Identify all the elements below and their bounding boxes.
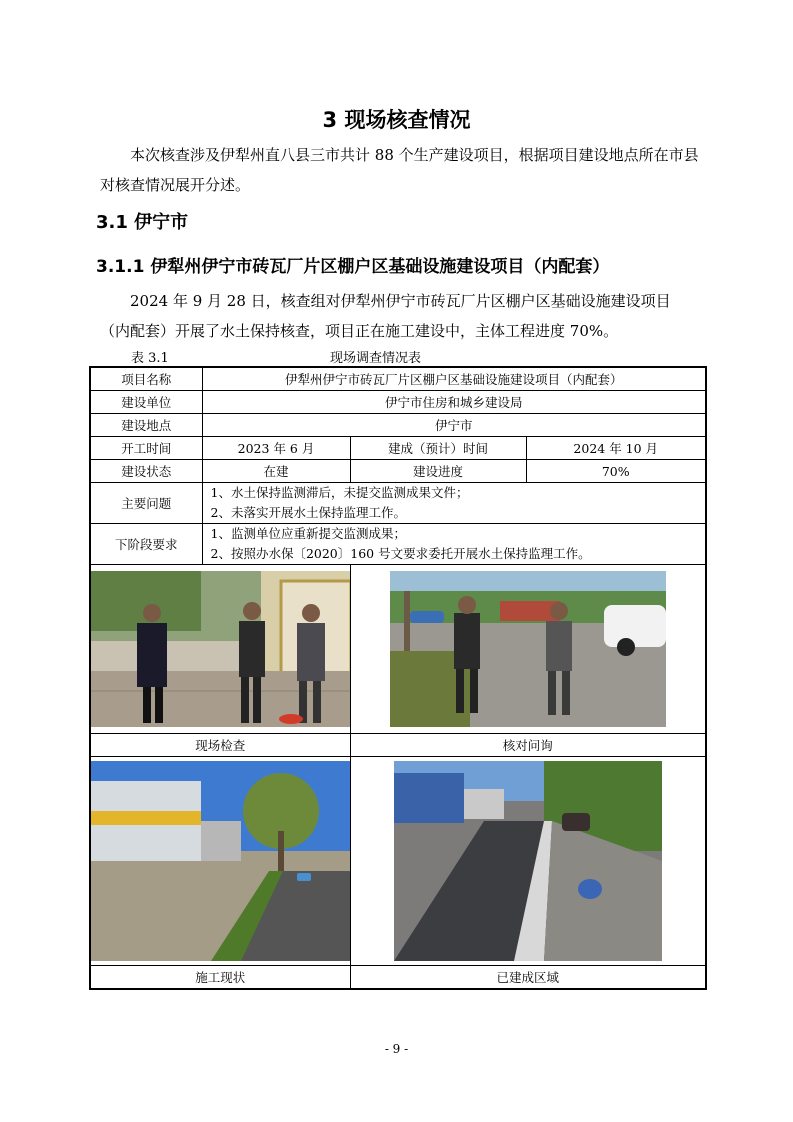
page-number: - 9 - — [384, 1042, 409, 1056]
table-title: 现场调查情况表 — [330, 351, 422, 366]
row-label: 项目名称 — [90, 367, 202, 391]
table-row — [90, 391, 706, 414]
list-item: 1、水土保持监测滞后，未提交监测成果文件； — [210, 485, 469, 500]
photo-caption: 现场检查 — [90, 734, 350, 757]
photo-cell — [90, 565, 350, 734]
list-item: 2、未落实开展水土保持监理工作。 — [210, 505, 406, 520]
photo-caption: 施工现状 — [90, 966, 350, 990]
row-label: 建设单位 — [90, 391, 202, 414]
row-label: 建成（预计）时间 — [350, 437, 526, 460]
project-name-value: 伊犁州伊宁市砖瓦厂片区棚户区基础设施建设项目（内配套） — [202, 367, 706, 391]
requirements-value — [202, 524, 706, 565]
table-label: 表 3.1 — [131, 351, 169, 366]
start-value: 2023 年 6 月 — [202, 437, 350, 460]
photo-row — [90, 757, 706, 966]
row-label: 下阶段要求 — [90, 524, 202, 565]
table-row — [90, 460, 706, 483]
photo-caption: 已建成区域 — [350, 966, 706, 990]
row-label: 开工时间 — [90, 437, 202, 460]
row-label: 建设进度 — [350, 460, 526, 483]
row-label: 主要问题 — [90, 483, 202, 524]
page-title: 3 现场核查情况 — [322, 108, 471, 132]
construction-status-photo — [91, 761, 350, 961]
table-row — [90, 524, 706, 565]
table-row — [90, 483, 706, 524]
list-item: 2、按照办水保〔2020〕160 号文要求委托开展水土保持监理工作。 — [210, 546, 591, 561]
unit-value: 伊宁市住房和城乡建设局 — [202, 391, 706, 414]
caption-row — [90, 734, 706, 757]
summary-paragraph: 2024 年 9 月 28 日，核查组对伊犁州伊宁市砖瓦厂片区棚户区基础设施建设项目（内配套）开展了水土保持核查，项目正在施工建设中，主体工程进度 70%。 — [100, 292, 671, 340]
photo-caption: 核对问询 — [350, 734, 706, 757]
photo-cell — [350, 565, 706, 734]
subsection-heading: 3.1.1 伊犁州伊宁市砖瓦厂片区棚户区基础设施建设项目（内配套） — [96, 257, 610, 277]
finish-value: 2024 年 10 月 — [526, 437, 706, 460]
table-row — [90, 414, 706, 437]
caption-row — [90, 966, 706, 990]
photo-row — [90, 565, 706, 734]
status-value: 在建 — [202, 460, 350, 483]
location-value: 伊宁市 — [202, 414, 706, 437]
row-label: 建设地点 — [90, 414, 202, 437]
photo-cell — [350, 757, 706, 966]
issues-value — [202, 483, 706, 524]
progress-value: 70% — [526, 460, 706, 483]
table-row — [90, 437, 706, 460]
table-row — [90, 367, 706, 391]
site-inspection-photo — [91, 571, 350, 727]
intro-paragraph: 本次核查涉及伊犁州直八县三市共计 88 个生产建设项目，根据项目建设地点所在市县对核查情况展开分述。 — [100, 146, 699, 194]
section-heading: 3.1 伊宁市 — [96, 212, 189, 233]
photo-cell — [90, 757, 350, 966]
survey-table — [89, 366, 707, 990]
verification-photo — [390, 571, 666, 727]
list-item: 1、监测单位应重新提交监测成果； — [210, 526, 406, 541]
row-label: 建设状态 — [90, 460, 202, 483]
completed-area-photo — [394, 761, 662, 961]
